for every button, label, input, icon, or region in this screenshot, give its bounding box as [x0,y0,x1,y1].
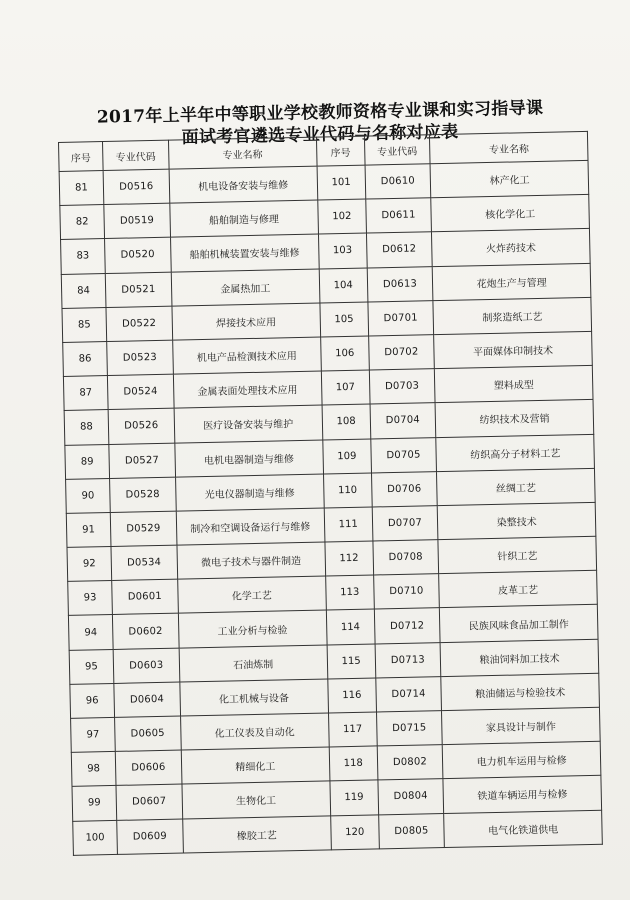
cell-code: D0526 [108,408,174,444]
cell-name: 医疗设备安装与维护 [174,405,323,442]
cell-code: D0609 [117,819,183,855]
cell-code: D0529 [110,511,176,547]
cell-code-2: D0710 [373,574,439,610]
header-code-2: 专业代码 [364,135,430,165]
cell-name: 制冷和空调设备运行与维修 [176,508,325,545]
cell-name-2: 林产化工 [430,160,588,197]
cell-no: 83 [61,239,106,274]
cell-code: D0520 [105,238,171,274]
cell-code: D0528 [110,477,176,513]
cell-code: D0516 [103,169,169,205]
cell-no-2: 102 [318,199,366,234]
cell-name: 石油炼制 [179,645,328,682]
cell-name-2: 纺织高分子材料工艺 [436,434,594,471]
cell-name-2: 皮革工艺 [439,571,597,608]
cell-no-2: 118 [329,746,377,781]
header-code: 专业代码 [102,140,168,170]
cell-code: D0602 [112,614,178,650]
cell-no-2: 111 [324,507,372,542]
header-name-2: 专业名称 [430,131,588,163]
cell-code-2: D0715 [376,711,442,747]
cell-name: 电机电器制造与维修 [174,440,323,477]
cell-no-2: 112 [325,541,373,576]
cell-name: 金属热加工 [171,269,320,306]
table-body [59,160,602,855]
cell-name-2: 粮油储运与检验技术 [441,673,599,710]
cell-code: D0605 [115,716,181,752]
cell-code: D0601 [112,579,178,615]
cell-no-2: 115 [327,644,375,679]
page-title-line1: 2017年上半年中等职业学校教师资格专业课和实习指导课 [96,98,544,128]
cell-name-2: 家具设计与制作 [442,707,600,744]
cell-name: 焊接技术应用 [172,303,321,340]
cell-code-2: D0802 [377,745,443,781]
cell-code: D0522 [106,306,172,342]
cell-name-2: 铁道车辆运用与检修 [443,776,601,813]
cell-name: 微电子技术与器件制造 [177,542,326,579]
cell-name: 机电设备安装与维修 [169,166,318,203]
cell-no: 97 [71,717,116,752]
cell-name: 金属表面处理技术应用 [173,371,322,408]
cell-name-2: 核化学化工 [431,195,589,232]
cell-code-2: D0714 [375,676,441,712]
cell-no-2: 120 [330,815,378,850]
cell-no: 94 [68,615,113,650]
cell-no-2: 106 [320,336,368,371]
cell-no: 84 [61,273,106,308]
cell-no-2: 104 [319,268,367,303]
cell-name-2: 花炮生产与管理 [432,263,590,300]
cell-code-2: D0610 [365,164,431,200]
cell-code-2: D0713 [375,642,441,678]
cell-no-2: 109 [323,439,371,474]
specialty-code-table [58,131,603,856]
cell-no-2: 107 [321,370,369,405]
cell-code: D0521 [105,272,171,308]
cell-name-2: 针织工艺 [438,536,596,573]
cell-no: 82 [60,205,105,240]
cell-no-2: 114 [326,609,374,644]
cell-code-2: D0705 [370,437,436,473]
cell-no-2: 117 [328,712,376,747]
cell-code: D0534 [111,545,177,581]
cell-name-2: 染整技术 [437,502,595,539]
header-name: 专业名称 [168,137,317,169]
page-title-line2: 面试考官遴选专业代码与名称对应表 [181,122,459,148]
cell-code-2: D0704 [370,403,436,439]
cell-code-2: D0707 [372,506,438,542]
cell-code-2: D0701 [368,300,434,336]
cell-name: 船舶机械装置安装与维修 [170,234,319,271]
cell-name: 工业分析与检验 [178,610,327,647]
cell-name-2: 塑料成型 [435,365,593,402]
cell-name-2: 制浆造纸工艺 [433,297,591,334]
cell-code: D0527 [109,443,175,479]
cell-code: D0519 [104,203,170,239]
cell-no: 87 [63,376,108,411]
cell-code-2: D0703 [369,369,435,405]
cell-code-2: D0712 [374,608,440,644]
cell-no-2: 119 [330,780,378,815]
cell-code: D0603 [113,648,179,684]
cell-code: D0606 [115,750,181,786]
cell-code-2: D0613 [367,266,433,302]
cell-no-2: 113 [325,575,373,610]
cell-name: 化学工艺 [177,576,326,613]
cell-no-2: 101 [317,165,365,200]
cell-name-2: 电力机车运用与检修 [442,741,600,778]
cell-no-2: 105 [320,302,368,337]
cell-code-2: D0805 [378,813,444,849]
cell-no: 85 [62,307,107,342]
cell-name: 化工仪表及自动化 [180,713,329,750]
cell-name-2: 民族风味食品加工制作 [440,605,598,642]
cell-no: 96 [70,683,115,718]
cell-name: 生物化工 [182,781,331,818]
cell-name: 化工机械与设备 [179,679,328,716]
cell-no: 81 [59,171,104,206]
cell-no-2: 110 [323,473,371,508]
cell-name: 精细化工 [181,747,330,784]
cell-name-2: 平面媒体印制技术 [434,331,592,368]
cell-no: 93 [68,581,113,616]
cell-name-2: 电气化铁道供电 [444,810,602,847]
cell-code-2: D0612 [366,232,432,268]
cell-code-2: D0611 [365,198,431,234]
header-no: 序号 [59,142,104,172]
cell-code-2: D0708 [373,540,439,576]
cell-code: D0607 [116,784,182,820]
cell-name-2: 纺织技术及营销 [435,400,593,437]
cell-no: 95 [69,649,114,684]
cell-no-2: 116 [328,678,376,713]
cell-code-2: D0702 [368,335,434,371]
cell-no: 92 [67,547,112,582]
cell-name-2: 火炸药技术 [432,229,590,266]
cell-no: 91 [66,512,111,547]
cell-name: 船舶制造与修理 [169,200,318,237]
header-no-2: 序号 [316,136,364,166]
cell-no: 89 [65,444,110,479]
cell-name: 机电产品检测技术应用 [172,337,321,374]
cell-code: D0524 [107,374,173,410]
cell-name-2: 丝绸工艺 [437,468,595,505]
cell-code-2: D0804 [378,779,444,815]
cell-name-2: 粮油饲料加工技术 [440,639,598,676]
cell-name: 橡胶工艺 [182,816,331,853]
cell-code: D0604 [114,682,180,718]
cell-no-2: 108 [322,404,370,439]
cell-no: 88 [64,410,109,445]
cell-no-2: 103 [318,233,366,268]
cell-name: 光电仪器制造与维修 [175,474,324,511]
cell-no: 86 [63,341,108,376]
cell-no: 98 [71,752,116,787]
cell-no: 100 [73,820,118,855]
cell-no: 99 [72,786,117,821]
cell-code: D0523 [107,340,173,376]
cell-code-2: D0706 [371,471,437,507]
cell-no: 90 [66,478,111,513]
